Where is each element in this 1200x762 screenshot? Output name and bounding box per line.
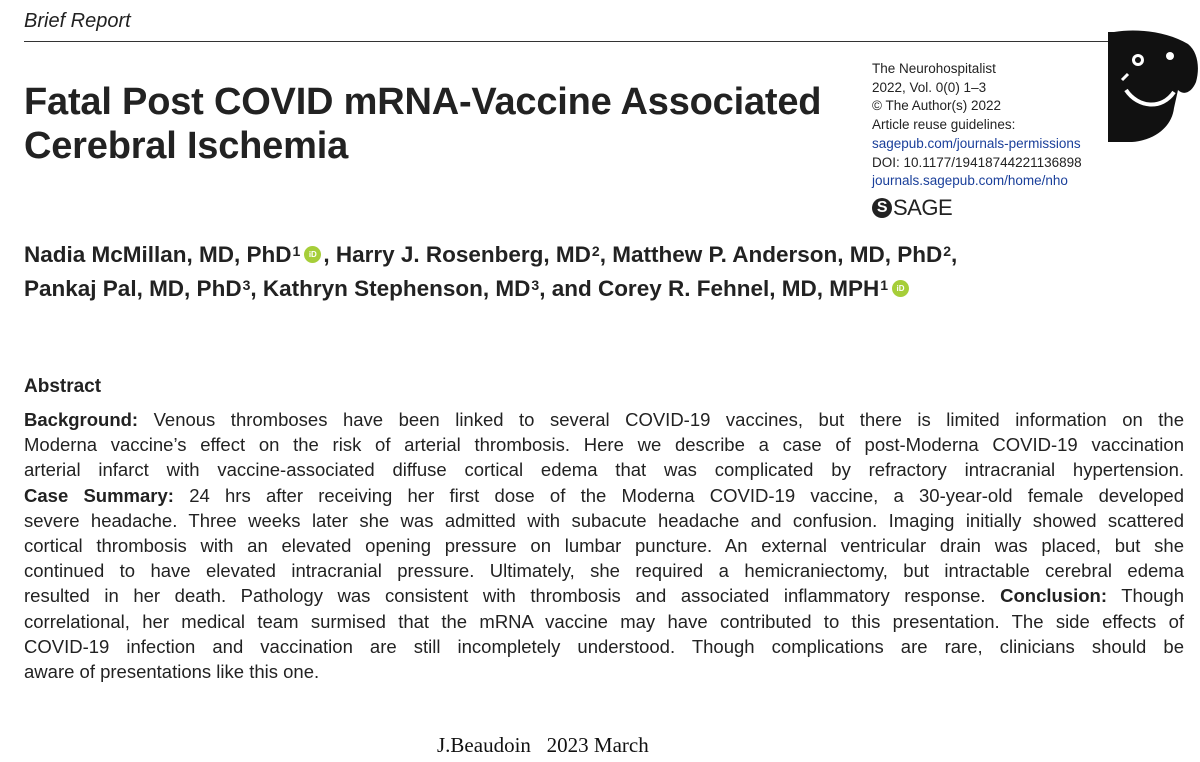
sage-mark-icon: S	[872, 198, 892, 218]
affiliation-sup: 3	[531, 277, 540, 293]
author-name: , Matthew P. Anderson, MD, PhD	[599, 242, 943, 267]
abstract-line: arterial infarct with vaccine-associated diffuse cortical edema that was complicated by refractory intracranial hypertension.	[24, 459, 1184, 481]
orcid-icon[interactable]: iD	[892, 280, 909, 297]
abstract-line: aware of presentations like this one.	[24, 661, 320, 683]
doi: DOI: 10.1177/19418744221136898	[872, 154, 1082, 170]
journal-logo-icon	[1108, 30, 1200, 142]
header-rule	[24, 41, 1176, 42]
abstract-line: continued to have elevated intracranial pressure. Ultimately, she required a hemicraniectomy, but intractable cerebral edema	[24, 560, 1184, 582]
abstract-line	[24, 407, 1184, 432]
abstract-line	[24, 483, 1184, 508]
case-summary-label: Case Summary:	[24, 484, 174, 506]
author-line-1	[24, 238, 1184, 272]
affiliation-sup: 2	[943, 243, 952, 259]
author-name: Nadia McMillan, MD, PhD	[24, 242, 292, 267]
abstract-line	[24, 583, 1184, 608]
signature: J.Beaudoin 2023 March	[437, 733, 649, 757]
author-name: , Harry J. Rosenberg, MD	[323, 242, 591, 267]
author-name: Pankaj Pal, MD, PhD	[24, 276, 242, 301]
abstract-line: cortical thrombosis with an elevated opening pressure on lumbar puncture. An external ventricular drain was placed, but she	[24, 535, 1184, 557]
journal-home-link[interactable]: journals.sagepub.com/home/nho	[872, 173, 1068, 189]
section-label: Brief Report	[24, 10, 131, 32]
orcid-icon[interactable]: iD	[304, 246, 321, 263]
sage-wordmark: SAGE	[893, 194, 953, 220]
affiliation-sup: 3	[242, 277, 251, 293]
abstract-text: 24 hrs after receiving her first dose of the Moderna COVID-19 vaccine, a 30-year-old female developed	[173, 484, 1184, 506]
title-line-2: Cerebral Ischemia	[24, 125, 348, 167]
abstract-body	[24, 407, 1184, 684]
article-title	[24, 80, 854, 168]
affiliation-sup: 1	[880, 277, 889, 293]
copyright: © The Author(s) 2022	[872, 98, 1002, 114]
abstract-text: Venous thromboses have been linked to several COVID-19 vaccines, but there is limited information on the	[138, 409, 1184, 430]
affiliation-sup: 2	[591, 243, 600, 259]
reuse-link[interactable]: sagepub.com/journals-permissions	[872, 135, 1081, 151]
abstract-line: correlational, her medical team surmised that the mRNA vaccine may have contributed to this presentation. The side effects of	[24, 610, 1184, 632]
affiliation-sup: 1	[292, 243, 301, 259]
abstract-text: Though	[1107, 585, 1184, 607]
abstract-line: Moderna vaccine’s effect on the risk of arterial thrombosis. Here we describe a case of post-Moderna COVID-19 vaccination	[24, 434, 1184, 456]
author-name: , and Corey R. Fehnel, MD, MPH	[539, 276, 880, 301]
abstract-heading: Abstract	[24, 376, 102, 397]
author-name: , Kathryn Stephenson, MD	[250, 276, 531, 301]
background-label: Background:	[24, 409, 139, 430]
abstract-line: severe headache. Three weeks later she was admitted with subacute headache and confusion. Imaging initially showed scattered	[24, 509, 1184, 531]
author-list	[24, 238, 1184, 306]
abstract-text: resulted in her death. Pathology was consistent with thrombosis and associated inflammatory response.	[24, 585, 986, 607]
sage-logo	[872, 195, 1082, 221]
author-line-2	[24, 272, 1184, 306]
conclusion-label: Conclusion:	[1000, 585, 1108, 607]
journal-volume: 2022, Vol. 0(0) 1–3	[872, 79, 987, 95]
title-line-1: Fatal Post COVID mRNA-Vaccine Associated	[24, 81, 822, 123]
journal-meta	[872, 60, 1082, 221]
reuse-label: Article reuse guidelines:	[872, 117, 1016, 133]
author-separator: ,	[951, 242, 958, 267]
abstract-line: COVID-19 infection and vaccination are still incompletely understood. Though complications are rare, clinicians should be	[24, 635, 1184, 657]
journal-name: The Neurohospitalist	[872, 61, 996, 76]
